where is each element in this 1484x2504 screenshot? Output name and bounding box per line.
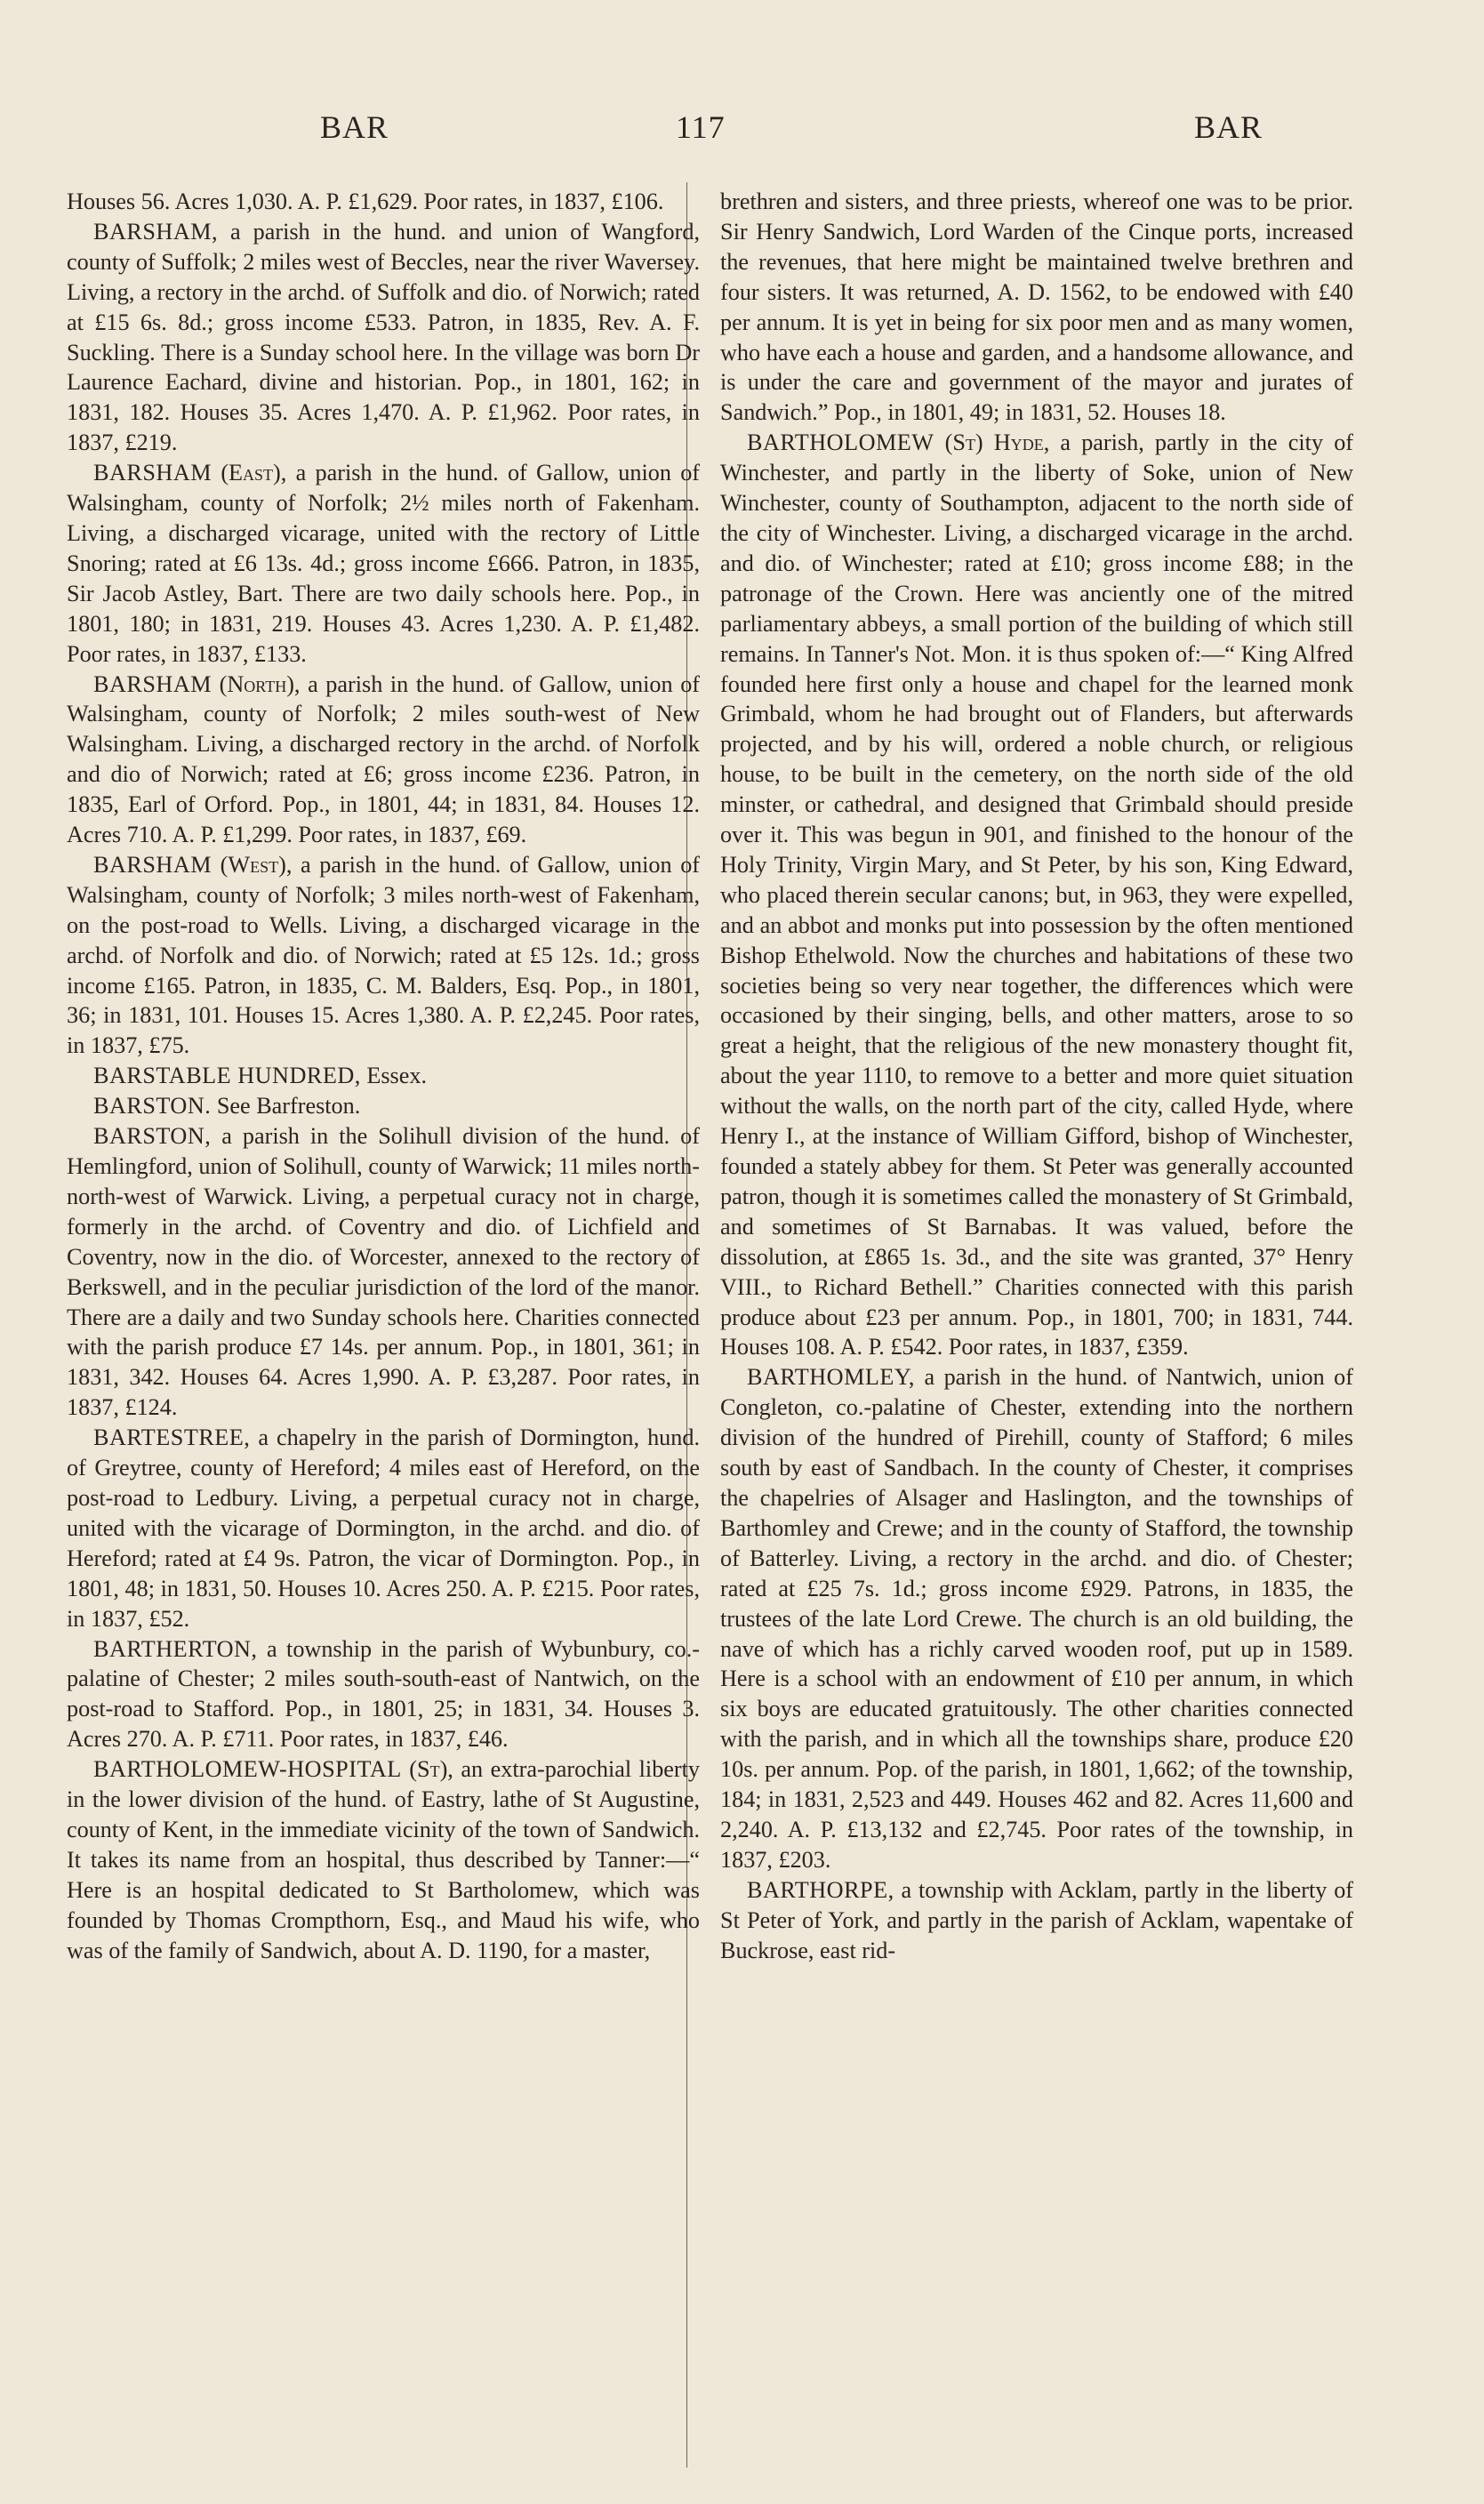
entry-text: a township in the parish of Wybunbury, co.-palatine of Chester; 2 miles south-south-east of Nantwich, on the post-road to Stafford. Pop., in 1801, 25; in 1831, 34. Houses 3. Acres 270. A. P. £711. Poor rates, in 1837, £46. — [67, 1635, 700, 1753]
gazetteer-entry — [67, 458, 700, 669]
gazetteer-entry — [67, 1423, 700, 1633]
entry-headword: BARSTON. — [93, 1093, 212, 1120]
entry-continuation — [67, 187, 700, 217]
gazetteer-entry — [720, 428, 1353, 1362]
entry-text: an extra-parochial liberty in the lower division of the hund. of Eastry, lathe of St Augustine, county of Kent, in the immediate vicinity of the town of Sandwich. It takes its name from an hospital, thus described by Tanner:—“ Here is an hospital dedicated to St Bartholomew, which was founded by Thomas Crompthorn, Esq., and Maud his wife, who was of the family of Sandwich, about A. D. 1190, for a master, — [67, 1756, 700, 1963]
running-head-left: BAR — [320, 109, 389, 145]
running-head-right: BAR — [1193, 109, 1263, 145]
entry-headword: BARSHAM — [93, 670, 213, 697]
entry-headword: BARSTABLE HUNDRED, — [93, 1063, 361, 1089]
entry-headword: BARSTON, — [93, 1123, 212, 1150]
entry-text: brethren and sisters, and three priests, whereof one was to be prior. Sir Henry Sandwich, Lord Warden of the Cinque ports, increased the revenues, that here might be maintained twelve brethren and four sisters. It was returned, A. D. 1562, to be endowed with £40 per annum. It is yet in being for six poor men and as many women, who have each a house and garden, and a handsome allowance, and is under the care and government of the mayor and jurates of Sandwich.” Pop., in 1801, 49; in 1831, 52. Houses 18. — [720, 189, 1353, 426]
entry-headword: BARSHAM — [93, 851, 213, 878]
gazetteer-entry — [67, 1634, 700, 1755]
entry-text: a parish in the Solihull division of the hund. of Hemlingford, union of Solihull, county of Warwick; 11 miles north-north-west of Warwick. Living, a perpetual curacy not in charge, formerly in the archd. of Coventry and dio. of Lichfield and Coventry, now in the dio. of Worcester, annexed to the rectory of Berkswell, and in the peculiar jurisdiction of the lord of the manor. There are a daily and two Sunday schools here. Charities connected with the parish produce £7 14s. per annum. Pop., in 1801, 361; in 1831, 342. Houses 64. Acres 1,990. A. P. £3,287. Poor rates, in 1837, £124. — [67, 1123, 700, 1421]
entry-headword: BARSHAM, — [93, 218, 219, 245]
gazetteer-entry — [720, 1875, 1353, 1966]
gazetteer-entry — [67, 670, 700, 850]
gazetteer-entry — [67, 1091, 700, 1121]
gazetteer-entry — [67, 217, 700, 458]
gazetteer-entry — [67, 1754, 700, 1965]
entry-text: a parish in the hund. of Nantwich, union of Congleton, co.-palatine of Chester, extending into the northern division of the hundred of Pirehill, county of Stafford; 6 miles south by east of Sandbach. In the county of Chester, it comprises the chapelries of Alsager and Haslington, and the townships of Barthomley and Crewe; and in the county of Stafford, the township of Batterley. Living, a rectory in the archd. and dio. of Chester; rated at £25 7s. 1d.; gross income £929. Patrons, in 1835, the trustees of the late Lord Crewe. The church is an old building, the nave of which has a richly carved wooden roof, put up in 1589. Here is a school with an endowment of £10 per annum, in which six boys are educated gratuitously. The other charities connected with the parish, and in which all the townships share, produce £20 10s. per annum. Pop. of the parish, in 1801, 1,662; of the township, 184; in 1831, 2,523 and 449. Houses 462 and 82. Acres 11,600 and 2,240. A. P. £13,132 and £2,745. Poor rates of the township, in 1837, £203. — [720, 1364, 1353, 1873]
gazetteer-entry — [720, 1362, 1353, 1874]
gazetteer-entry — [67, 1121, 700, 1423]
gazetteer-entry — [67, 850, 700, 1061]
entry-text: a township with Acklam, partly in the liberty of St Peter of York, and partly in the parish of Acklam, wapentake of Buckrose, east rid- — [720, 1876, 1353, 1963]
left-column — [67, 187, 700, 2481]
entry-headword: BARTHOMLEY, — [747, 1364, 915, 1391]
entry-qualifier: (St) Hyde, — [944, 429, 1050, 456]
entry-qualifier: (East), — [221, 460, 287, 486]
entry-headword: BARTHOLOMEW — [747, 429, 935, 456]
entry-text: a parish in the hund. and union of Wangford, county of Suffolk; 2 miles west of Beccles, near the river Waversey. Living, a rectory in the archd. of Suffolk and dio. of Norwich; rated at £15 6s. 8d.; gross income £533. Patron, in 1835, Rev. A. F. Suckling. There is a Sunday school here. In the village was born Dr Laurence Eachard, divine and historian. Pop., in 1801, 162; in 1831, 182. Houses 35. Acres 1,470. A. P. £1,962. Poor rates, in 1837, £219. — [67, 218, 700, 456]
entry-headword: BARTHERTON, — [93, 1635, 258, 1662]
running-head — [320, 108, 1263, 153]
entry-text: a parish in the hund. of Gallow, union of Walsingham, county of Norfolk; 3 miles north-west of Fakenham, on the post-road to Wells. Living, a discharged vicarage in the archd. of Norfolk and dio. of Norwich; rated at £5 12s. 1d.; gross income £165. Patron, in 1835, C. M. Balders, Esq. Pop., in 1801, 36; in 1831, 101. Houses 15. Acres 1,380. A. P. £2,245. Poor rates, in 1837, £75. — [67, 851, 700, 1059]
entry-headword: BARTHORPE, — [747, 1876, 894, 1903]
entry-text: a parish, partly in the city of Winchester, and partly in the liberty of Soke, union of New Winchester, county of Southampton, adjacent to the north side of the city of Winchester. Living, a discharged vicarage in the archd. and dio. of Winchester; rated at £10; gross income £88; in the patronage of the Crown. Here was anciently one of the mitred parliamentary abbeys, a small portion of the building of which still remains. In Tanner's Not. Mon. it is thus spoken of:—“ King Alfred founded here first only a house and chapel for the learned monk Grimbald, whom he had brought out of Flanders, but afterwards projected, and by his will, ordered a noble church, or religious house, to be built in the cemetery, on the north side of the old minster, or cathedral, and designed that Grimbald should preside over it. This was begun in 901, and finished to the honour of the Holy Trinity, Virgin Mary, and St Peter, by his son, King Edward, who placed therein secular canons; but, in 963, they were expelled, and an abbot and monks put into possession by the often mentioned Bishop Ethelwold. Now the churches and habitations of these two societies being so very near together, the differences which were occasioned by their singing, bells, and other matters, arose to so great a height, that the religious of the new monastery thought fit, about the year 1110, to remove to a better and more quiet situation without the walls, on the north part of the city, called Hyde, where Henry I., at the instance of William Gifford, bishop of Winchester, founded a stately abbey for them. St Peter was generally accounted patron, though it is sometimes called the monastery of St Grimbald, and sometimes of St Barnabas. It was valued, before the dissolution, at £865 1s. 3d., and the site was granted, 37° Henry VIII., to Richard Bethell.” Charities connected with this parish produce about £23 per annum. Pop., in 1801, 700; in 1831, 744. Houses 108. A. P. £542. Poor rates, in 1837, £359. — [720, 429, 1353, 1360]
entry-qualifier: (St), — [409, 1756, 453, 1783]
entry-qualifier: (North), — [219, 670, 301, 697]
entry-headword: BARTHOLOMEW-HOSPITAL — [93, 1756, 402, 1783]
entry-headword: BARTESTREE, — [93, 1425, 251, 1451]
right-column — [720, 187, 1353, 2481]
entry-text: See Barfreston. — [216, 1093, 361, 1120]
entry-continuation — [720, 187, 1353, 428]
entry-text: Houses 56. Acres 1,030. A. P. £1,629. Poor rates, in 1837, £106. — [67, 189, 664, 214]
entry-qualifier: (West), — [220, 851, 293, 878]
entry-text: a parish in the hund. of Gallow, union of Walsingham, county of Norfolk; 2½ miles north of Fakenham. Living, a discharged vicarage, united with the rectory of Little Snoring; rated at £6 13s. 4d.; gross income £666. Patron, in 1835, Sir Jacob Astley, Bart. There are two daily schools here. Pop., in 1801, 180; in 1831, 219. Houses 43. Acres 1,230. A. P. £1,482. Poor rates, in 1837, £133. — [67, 460, 700, 667]
entry-text: Essex. — [366, 1063, 427, 1089]
entry-text: a parish in the hund. of Gallow, union of Walsingham, county of Norfolk; 2 miles south-west of New Walsingham. Living, a discharged rectory in the archd. of Norfolk and dio of Norwich; rated at £6; gross income £236. Patron, in 1835, Earl of Orford. Pop., in 1801, 44; in 1831, 84. Houses 12. Acres 710. A. P. £1,299. Poor rates, in 1837, £69. — [67, 670, 700, 848]
entry-text: a chapelry in the parish of Dormington, hund. of Greytree, county of Hereford; 4 miles east of Hereford, on the post-road to Ledbury. Living, a perpetual curacy not in charge, united with the vicarage of Dormington, in the archd. and dio. of Hereford; rated at £4 9s. Patron, the vicar of Dormington. Pop., in 1801, 48; in 1831, 50. Houses 10. Acres 250. A. P. £215. Poor rates, in 1837, £52. — [67, 1425, 700, 1632]
entry-headword: BARSHAM — [93, 460, 213, 486]
page-number: 117 — [676, 109, 726, 145]
gazetteer-entry — [67, 1061, 700, 1091]
